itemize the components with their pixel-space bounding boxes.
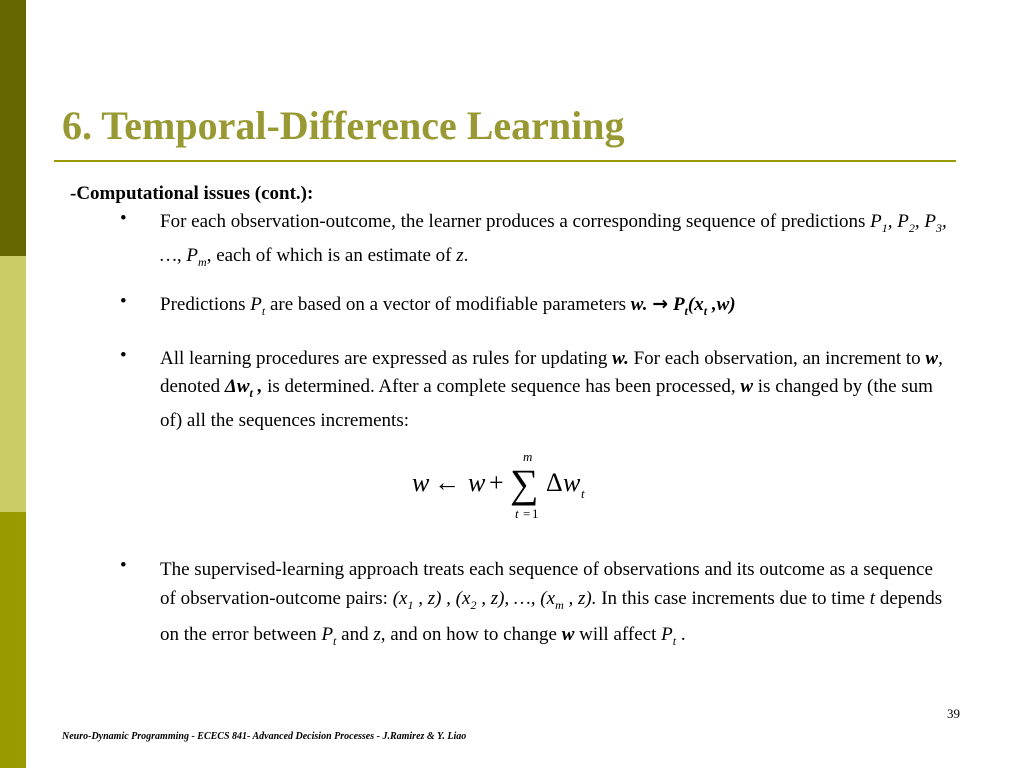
var-w: w. <box>630 294 648 315</box>
formula-sub-t: t <box>581 486 585 501</box>
formula-sum-symbol: ∑ <box>510 461 539 506</box>
sub-1: 1 <box>407 597 414 612</box>
formula-sum-lower-one: 1 <box>532 506 539 521</box>
formula-w: ,w) <box>707 294 736 315</box>
pair-part: , z). <box>563 588 597 609</box>
bullet-3-part: , denoted <box>160 348 943 397</box>
bullet-2-part: are based on a vector of modifiable parameters <box>265 294 631 315</box>
bullet-1-marker: • <box>120 208 127 229</box>
var-z: z <box>456 245 464 267</box>
var-t: t <box>869 588 876 609</box>
var-w: w. <box>612 348 629 369</box>
sub-t: t <box>703 303 708 318</box>
sidebar-block-bottom <box>0 512 26 768</box>
bullet-2-text <box>160 291 950 325</box>
bullet-4-text <box>160 555 950 656</box>
sub-m: m <box>198 255 207 270</box>
var-P: P <box>870 211 882 232</box>
sub-t: t <box>249 385 253 400</box>
bullet-4-part: , and on how to change <box>380 623 562 645</box>
bullet-1-part: For each observation-outcome, the learner produces a corresponding sequence of predictions <box>160 211 871 232</box>
bullet-4-part: depends on the error between <box>160 588 943 645</box>
var-P: P <box>186 245 199 267</box>
period: . <box>676 623 686 645</box>
pair-part: , z) , (x <box>413 588 471 609</box>
slide-title: 6. Temporal-Difference Learning <box>62 103 625 148</box>
formula-w-increment: w <box>563 468 581 497</box>
bullet-3-part: is determined. After a complete sequence has been processed, <box>262 375 741 397</box>
pair-x: (x <box>392 588 408 609</box>
bullet-4-part: will affect <box>574 623 662 645</box>
comma: , <box>252 375 263 397</box>
var-w: w <box>740 375 754 397</box>
sep: , <box>914 211 925 232</box>
formula-x: (x <box>687 294 704 315</box>
formula-delta: Δ <box>546 468 563 497</box>
var-P: P <box>924 211 936 232</box>
bullet-2-marker: • <box>120 291 127 312</box>
section-heading: -Computational issues (cont.): <box>70 183 314 204</box>
formula-left-arrow: ← <box>434 468 460 497</box>
bullet-3-text <box>160 345 950 434</box>
var-P: P <box>897 211 909 232</box>
var-P: P <box>250 294 262 315</box>
bullet-3-marker: • <box>120 345 127 366</box>
right-arrow-icon: → <box>652 293 669 315</box>
formula-sum-upper: m <box>523 449 533 464</box>
formula-w-rhs: w <box>468 468 486 497</box>
sub-t: t <box>261 303 266 318</box>
sidebar-block-top <box>0 0 26 256</box>
sidebar-stripe <box>0 0 26 768</box>
formula-plus: + <box>489 468 504 497</box>
page-number: 39 <box>947 706 960 721</box>
sub-3: 3 <box>935 220 942 235</box>
pair-part: , z), …, (x <box>476 588 556 609</box>
var-P: P <box>661 623 673 645</box>
bullet-4-part: and <box>336 623 374 645</box>
sub-2: 2 <box>470 597 477 612</box>
sub-m: m <box>555 597 564 612</box>
title-divider <box>54 160 956 162</box>
var-P: P <box>321 623 334 645</box>
sub-2: 2 <box>908 220 915 235</box>
formula-sum-lower-t: t <box>515 506 519 521</box>
bullet-4-marker: • <box>120 555 127 576</box>
bullet-3-part: is changed by (the sum of) all the sequences increments: <box>160 375 933 431</box>
bullet-4-part: The supervised-learning approach treats each sequence of observations and its outcome as a sequence of observation-outcome pairs: <box>160 559 933 609</box>
bullet-4-part: In this case increments due to time <box>596 588 870 609</box>
sub-t: t <box>333 633 337 648</box>
bullet-1-part: , each of which is an estimate of <box>206 245 457 267</box>
delta-w: Δw <box>224 375 250 397</box>
sidebar-block-middle <box>0 256 26 512</box>
var-z: z <box>373 623 381 645</box>
formula-sum-lower-eq: = <box>523 506 531 521</box>
bullet-1-text <box>160 208 950 277</box>
ellipsis: , …, <box>160 211 947 267</box>
sub-t: t <box>684 303 688 318</box>
sub-1: 1 <box>881 220 888 235</box>
formula-P: P <box>668 294 685 315</box>
bullet-2-part: Predictions <box>160 294 251 315</box>
bullet-3-part: For each observation, an increment to <box>628 348 926 369</box>
var-w: w <box>925 348 939 369</box>
formula-w-lhs: w <box>412 468 430 497</box>
sub-t: t <box>672 633 677 648</box>
var-w: w <box>561 623 575 645</box>
sep: , <box>887 211 898 232</box>
footer-text: Neuro-Dynamic Programming - ECECS 841- Advanced Decision Processes - J.Ramirez & Y. Liao <box>62 731 467 742</box>
bullet-3-part: All learning procedures are expressed as rules for updating <box>160 348 613 369</box>
period: . <box>463 245 469 267</box>
